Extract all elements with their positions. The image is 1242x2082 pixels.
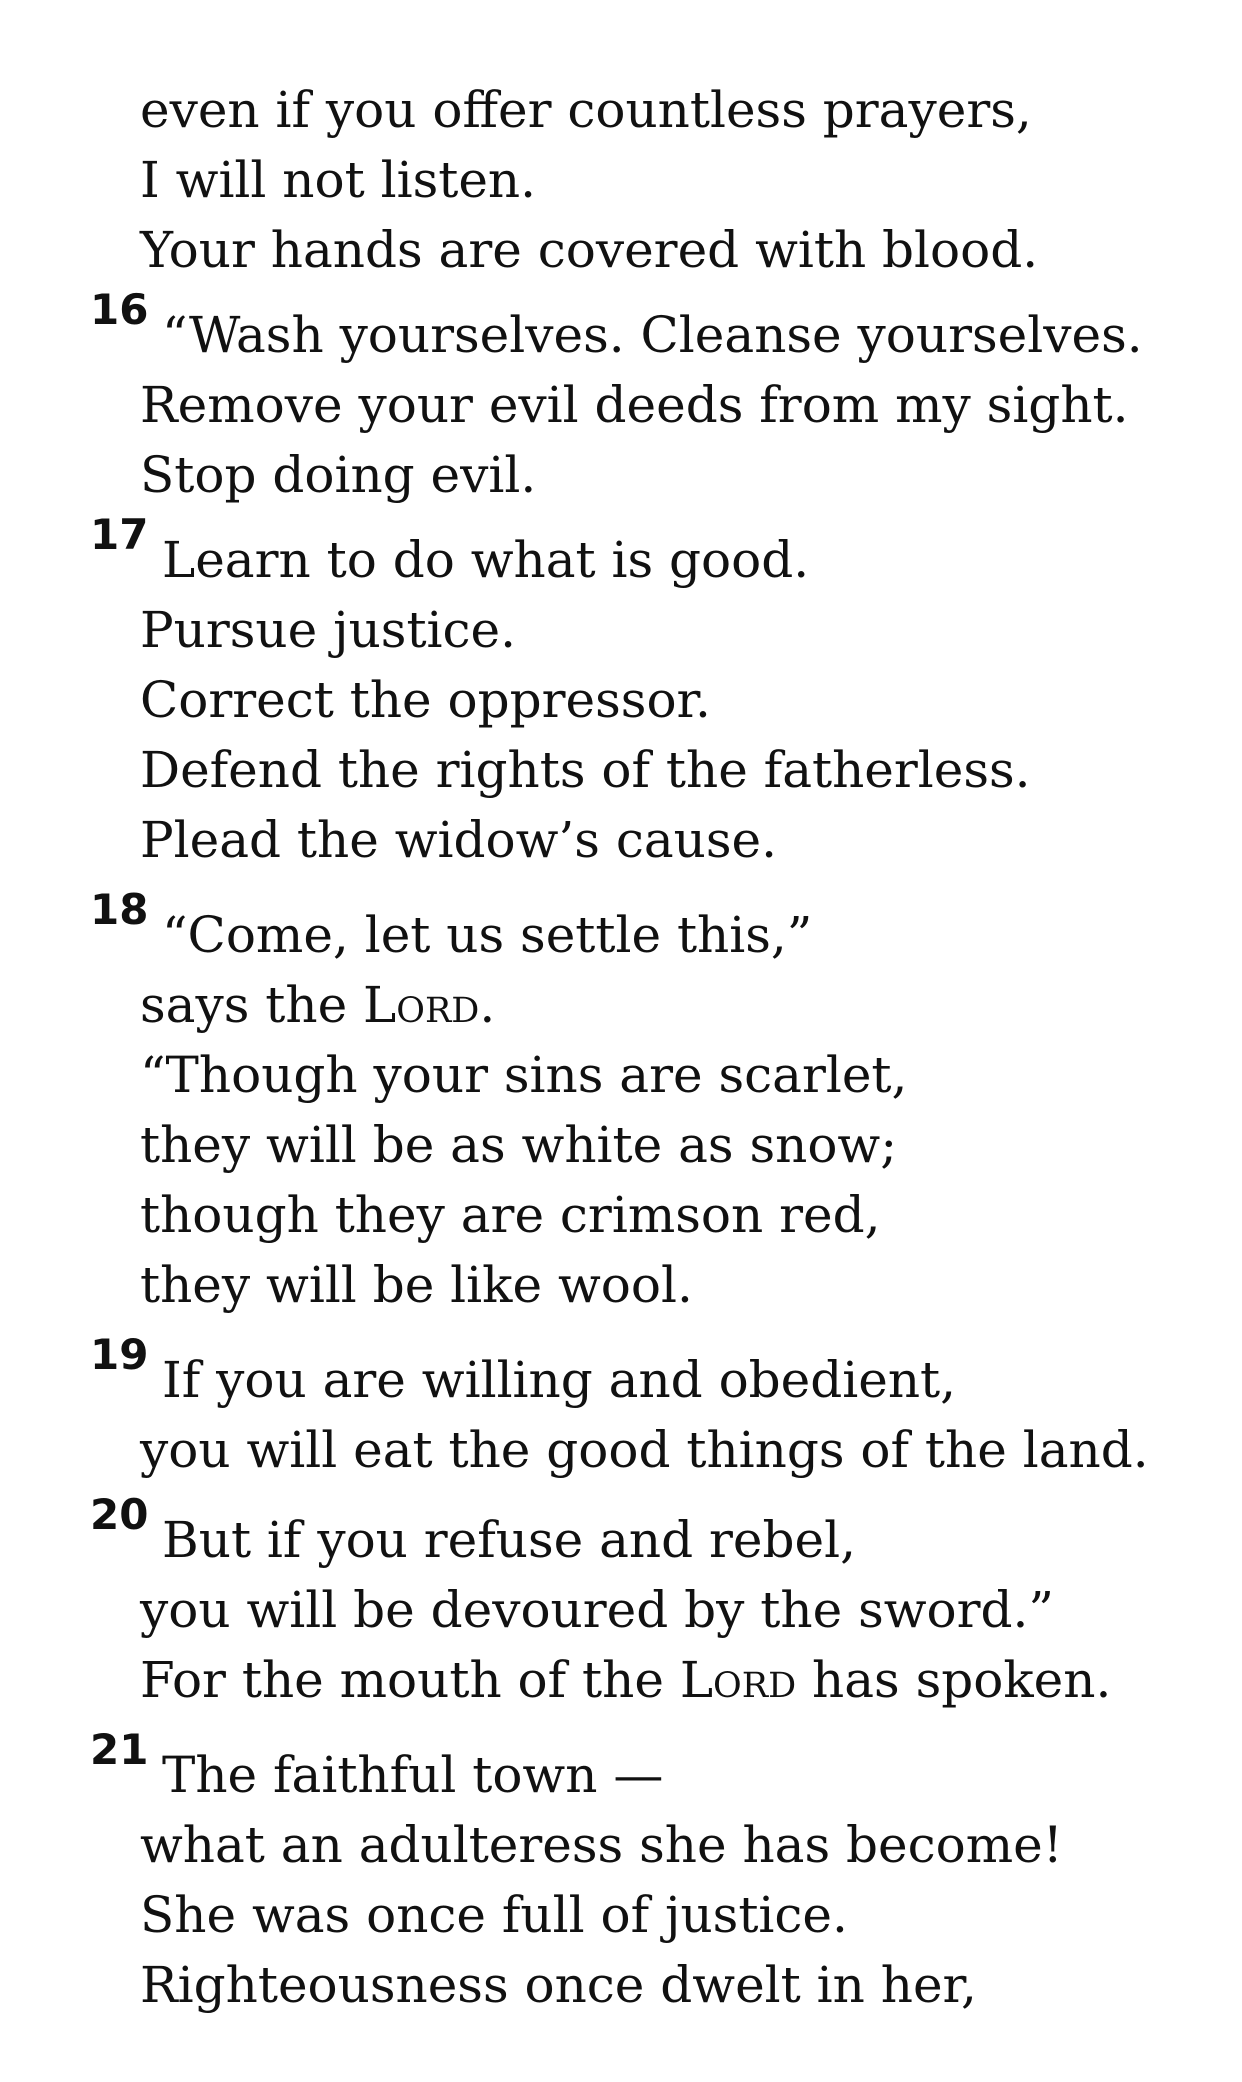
verse-21 xyxy=(90,1725,664,1808)
verse-line xyxy=(140,1185,880,1245)
verse-line xyxy=(140,1955,977,2015)
verse-20 xyxy=(90,1490,856,1573)
verse-number: 18 xyxy=(90,885,149,934)
verse-line xyxy=(140,1580,1054,1640)
verse-line xyxy=(140,670,711,730)
verse-line xyxy=(140,80,1032,140)
verse-line xyxy=(140,600,516,660)
verse-line xyxy=(140,1115,897,1175)
verse-line xyxy=(140,375,1129,435)
divine-name: Lord xyxy=(363,976,480,1034)
verse-text: they will be like wool. xyxy=(140,1256,693,1314)
verse-number: 20 xyxy=(90,1490,149,1539)
verse-text: Stop doing evil. xyxy=(140,446,537,504)
verse-text: what an adulteress she has become! xyxy=(140,1816,1063,1874)
verse-line xyxy=(140,1045,907,1105)
verse-line xyxy=(140,1650,1111,1710)
verse-text: you will be devoured by the sword.” xyxy=(140,1581,1054,1639)
verse-text: Remove your evil deeds from my sight. xyxy=(140,376,1129,434)
verse-text: But if you refuse and rebel, xyxy=(162,1511,856,1569)
verse-text: She was once full of justice. xyxy=(140,1886,848,1944)
verse-text: “Come, let us settle this,” xyxy=(162,906,813,964)
verse-text: “Wash yourselves. Cleanse yourselves. xyxy=(162,306,1143,364)
verse-text: they will be as white as snow; xyxy=(140,1116,898,1174)
verse-text: Correct the oppressor. xyxy=(140,671,711,729)
verse-text: Defend the rights of the fatherless. xyxy=(140,741,1031,799)
verse-18 xyxy=(90,885,813,968)
verse-line xyxy=(140,1420,1149,1480)
verse-line xyxy=(140,445,536,505)
verse-text: For the mouth of the xyxy=(140,1651,680,1709)
verse-text: Your hands are covered with blood. xyxy=(140,221,1039,279)
divine-name: Lord xyxy=(679,1651,797,1709)
verse-line xyxy=(140,220,1038,280)
verse-line xyxy=(140,1255,693,1315)
verse-text: you will eat the good things of the land. xyxy=(140,1421,1149,1479)
verse-text: I will not listen. xyxy=(140,151,537,209)
verse-text: though they are crimson red, xyxy=(140,1186,881,1244)
verse-16 xyxy=(90,285,1143,368)
verse-text: Learn to do what is good. xyxy=(162,531,810,589)
verse-text: If you are willing and obedient, xyxy=(162,1351,957,1409)
verse-text: . xyxy=(479,976,496,1034)
verse-line xyxy=(140,740,1031,800)
verse-text: The faithful town — xyxy=(162,1746,664,1804)
verse-line xyxy=(140,150,536,210)
verse-text: even if you offer countless prayers, xyxy=(140,81,1032,139)
verse-17 xyxy=(90,510,810,593)
verse-text: Pursue justice. xyxy=(140,601,517,659)
verse-number: 19 xyxy=(90,1330,149,1379)
verse-line xyxy=(140,1815,1063,1875)
verse-text: has spoken. xyxy=(796,1651,1112,1709)
verse-number: 17 xyxy=(90,510,149,559)
verse-line xyxy=(140,1885,848,1945)
verse-text: Righteousness once dwelt in her, xyxy=(140,1956,977,2014)
verse-number: 21 xyxy=(90,1725,149,1774)
verse-number: 16 xyxy=(90,285,149,334)
verse-text: Plead the widow’s cause. xyxy=(140,811,778,869)
verse-text: “Though your sins are scarlet, xyxy=(140,1046,908,1104)
verse-line xyxy=(140,975,495,1035)
verse-19 xyxy=(90,1330,957,1413)
verse-line xyxy=(140,810,777,870)
verse-text: says the xyxy=(140,976,364,1034)
